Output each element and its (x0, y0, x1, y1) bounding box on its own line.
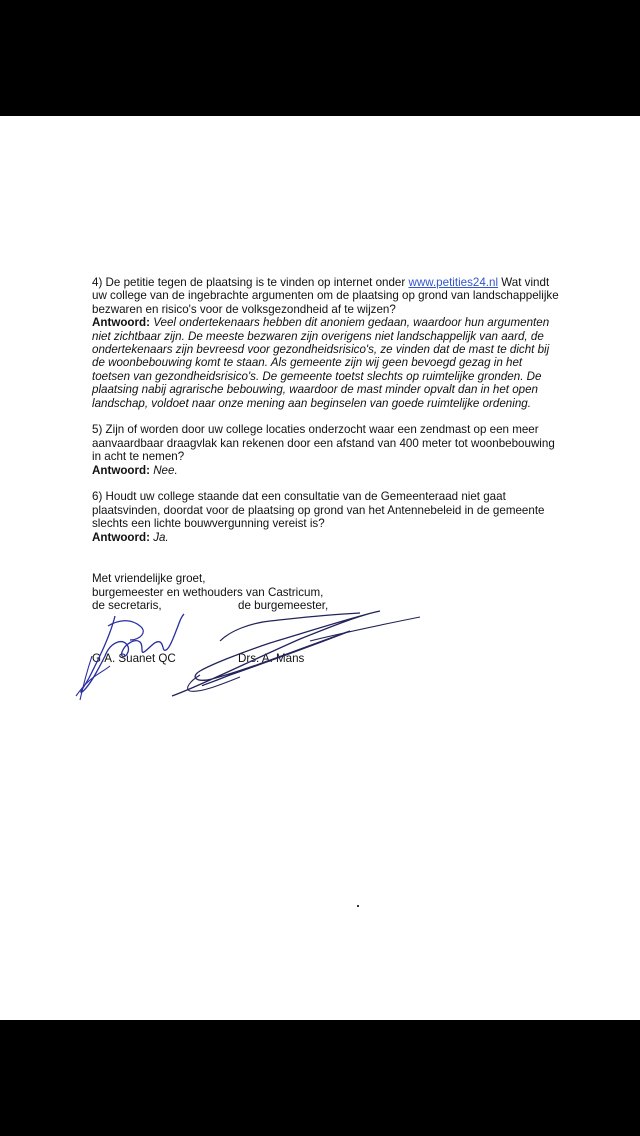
name-secretary: G.A. Suanet QC (92, 652, 176, 666)
closing-greeting: Met vriendelijke groet, (92, 572, 206, 586)
role-secretary: de secretaris, (92, 598, 162, 612)
closing-block (92, 572, 562, 666)
closing-line-2: burgemeester en wethouders van Castricum, (92, 585, 324, 599)
question-5-text: 5) Zijn of worden door uw college locaties onderzocht waar een zendmast op een meer aanvaardbaar draagvlak kan rekenen door een afstand van 400 meter tot woonbebouwing in acht te nemen? (92, 423, 555, 464)
role-mayor: de burgemeester, (238, 598, 329, 612)
answer-6-text: Ja. (153, 530, 169, 544)
answer-6-label: Antwoord: (92, 530, 150, 544)
question-6-text: 6) Houdt uw college staande dat een consultatie van de Gemeenteraad niet gaat plaatsvinden, doordat voor de plaatsing op grond van het Antennebeleid in de gemeente slechts een lichte bouwvergunning vereist is? (92, 490, 545, 531)
question-6 (92, 490, 562, 544)
name-mayor: Drs. A. Mans (238, 652, 305, 666)
question-4-text-after: Wat vindt uw college van de ingebrachte argumenten om de plaatsing op grond van landschappelijke bezwaren en risico's voor de volksgezondheid af te wijzen? (92, 276, 559, 316)
signatory-roles (92, 599, 562, 612)
scan-speck (357, 905, 359, 907)
petition-link[interactable]: www.petities24.nl (408, 276, 499, 289)
answer-5-label: Antwoord: (92, 463, 150, 477)
answer-4-label: Antwoord: (92, 316, 150, 330)
answer-4-text: Veel ondertekenaars hebben dit anoniem gedaan, waardoor hun argumenten niet zichtbaar zijn. De meeste bezwaren zijn overigens niet landschappelijk van aard, de ondertekenaars zijn bevreesd voor gezondheidsrisico's, ze vinden dat de mast te dicht bij de woonbebouwing komt te staan. Als gemeente zijn wij geen bevoegd gezag in het toetsen van gezondheidsrisico's. De gemeente toetst slechts op ruimtelijke gronden. De plaatsing nabij agrarische bebouwing, waardoor de mast minder opvalt dan in het open landschap, voldoet naar onze mening aan beginselen van goede ruimtelijke ordening. (92, 316, 550, 410)
document-content (92, 276, 562, 666)
answer-5-text: Nee. (153, 463, 178, 477)
question-5 (92, 423, 562, 477)
document-page (0, 116, 640, 1020)
question-4-text-before: 4) De petitie tegen de plaatsing is te vinden op internet onder (92, 276, 409, 289)
question-4 (92, 276, 562, 410)
signatory-names (92, 652, 562, 666)
